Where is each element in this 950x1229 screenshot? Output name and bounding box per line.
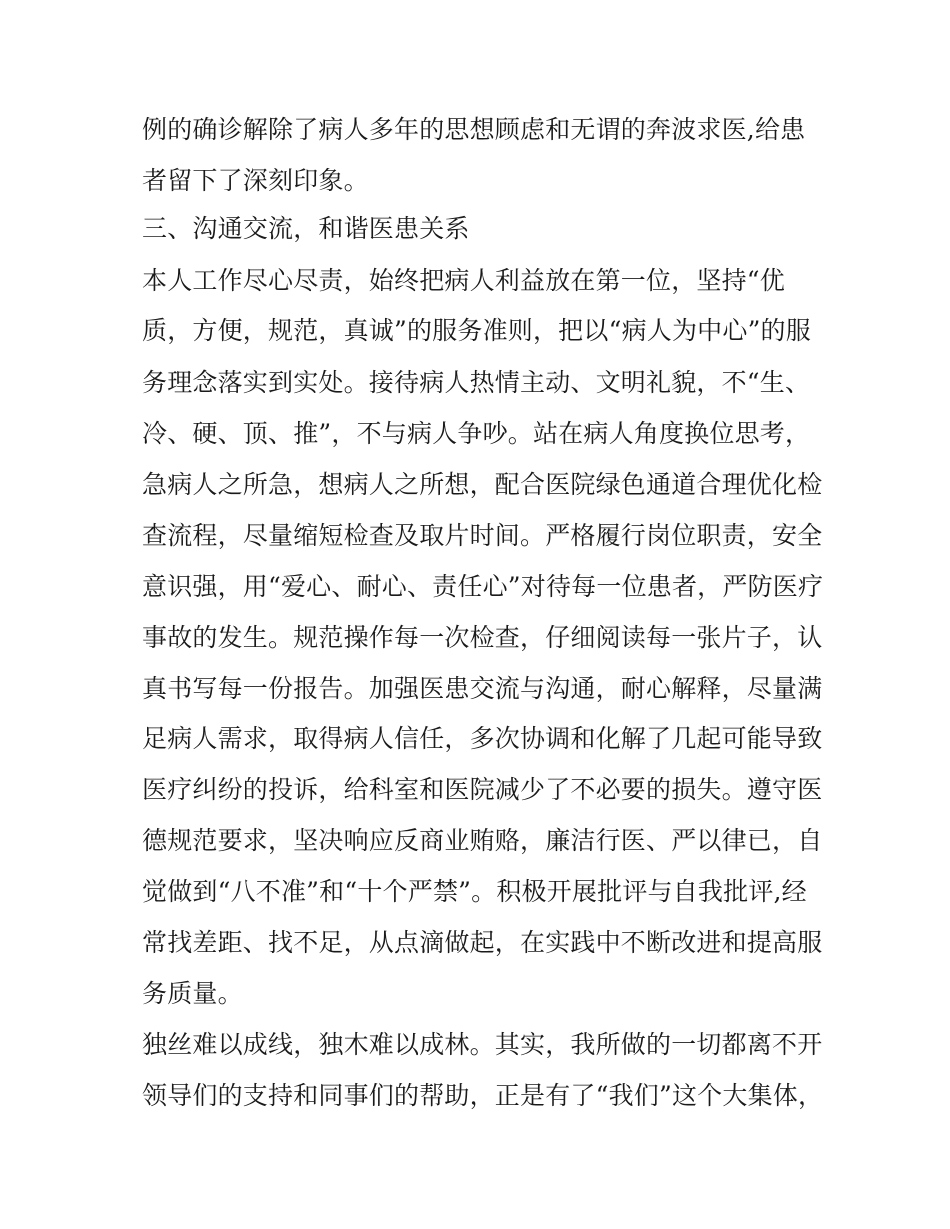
text-line-9: 查流程，尽量缩短检查及取片时间。严格履行岗位职责，安全 bbox=[142, 521, 823, 550]
text-line-16: 觉做到“八不准”和“十个严禁”。积极开展批评与自我批评,经 bbox=[142, 877, 807, 906]
text-line-8: 急病人之所急，想病人之所想，配合医院绿色通道合理优化检 bbox=[142, 470, 823, 499]
text-line-18: 务质量。 bbox=[142, 979, 243, 1008]
text-line-13: 足病人需求，取得病人信任，多次协调和化解了几起可能导致 bbox=[142, 724, 823, 753]
text-line-10: 意识强，用“爱心、耐心、责任心”对待每一位患者，严防医疗 bbox=[142, 572, 824, 601]
text-line-15: 德规范要求，坚决响应反商业贿赂，廉洁行医、严以律已，自 bbox=[142, 826, 823, 855]
text-line-1: 例的确诊解除了病人多年的思想顾虑和无谓的奔波求医,给患 bbox=[142, 115, 806, 144]
text-line-6: 务理念落实到实处。接待病人热情主动、文明礼貌，不“生、 bbox=[142, 368, 811, 397]
text-line-14: 医疗纠纷的投诉，给科室和医院减少了不必要的损失。遵守医 bbox=[142, 775, 823, 804]
text-line-12: 真书写每一份报告。加强医患交流与沟通，耐心解释，尽量满 bbox=[142, 674, 823, 703]
section-heading: 三、沟通交流，和谐医患关系 bbox=[142, 214, 470, 243]
text-line-2: 者留下了深刻印象。 bbox=[142, 166, 369, 195]
text-line-19: 独丝难以成线，独木难以成林。其实，我所做的一切都离不开 bbox=[142, 1030, 823, 1059]
text-line-11: 事故的发生。规范操作每一次检查，仔细阅读每一张片子，认 bbox=[142, 623, 823, 652]
text-line-17: 常找差距、找不足，从点滴做起，在实践中不断改进和提高服 bbox=[142, 928, 823, 957]
text-line-4: 本人工作尽心尽责，始终把病人利益放在第一位，坚持“优 bbox=[142, 266, 785, 295]
text-line-20: 领导们的支持和同事们的帮助，正是有了“我们”这个大集体， bbox=[142, 1081, 824, 1110]
text-line-7: 冷、硬、顶、推”，不与病人争吵。站在病人角度换位思考， bbox=[142, 419, 811, 448]
text-line-5: 质，方便，规范，真诚”的服务准则，把以“病人为中心”的服 bbox=[142, 316, 811, 345]
